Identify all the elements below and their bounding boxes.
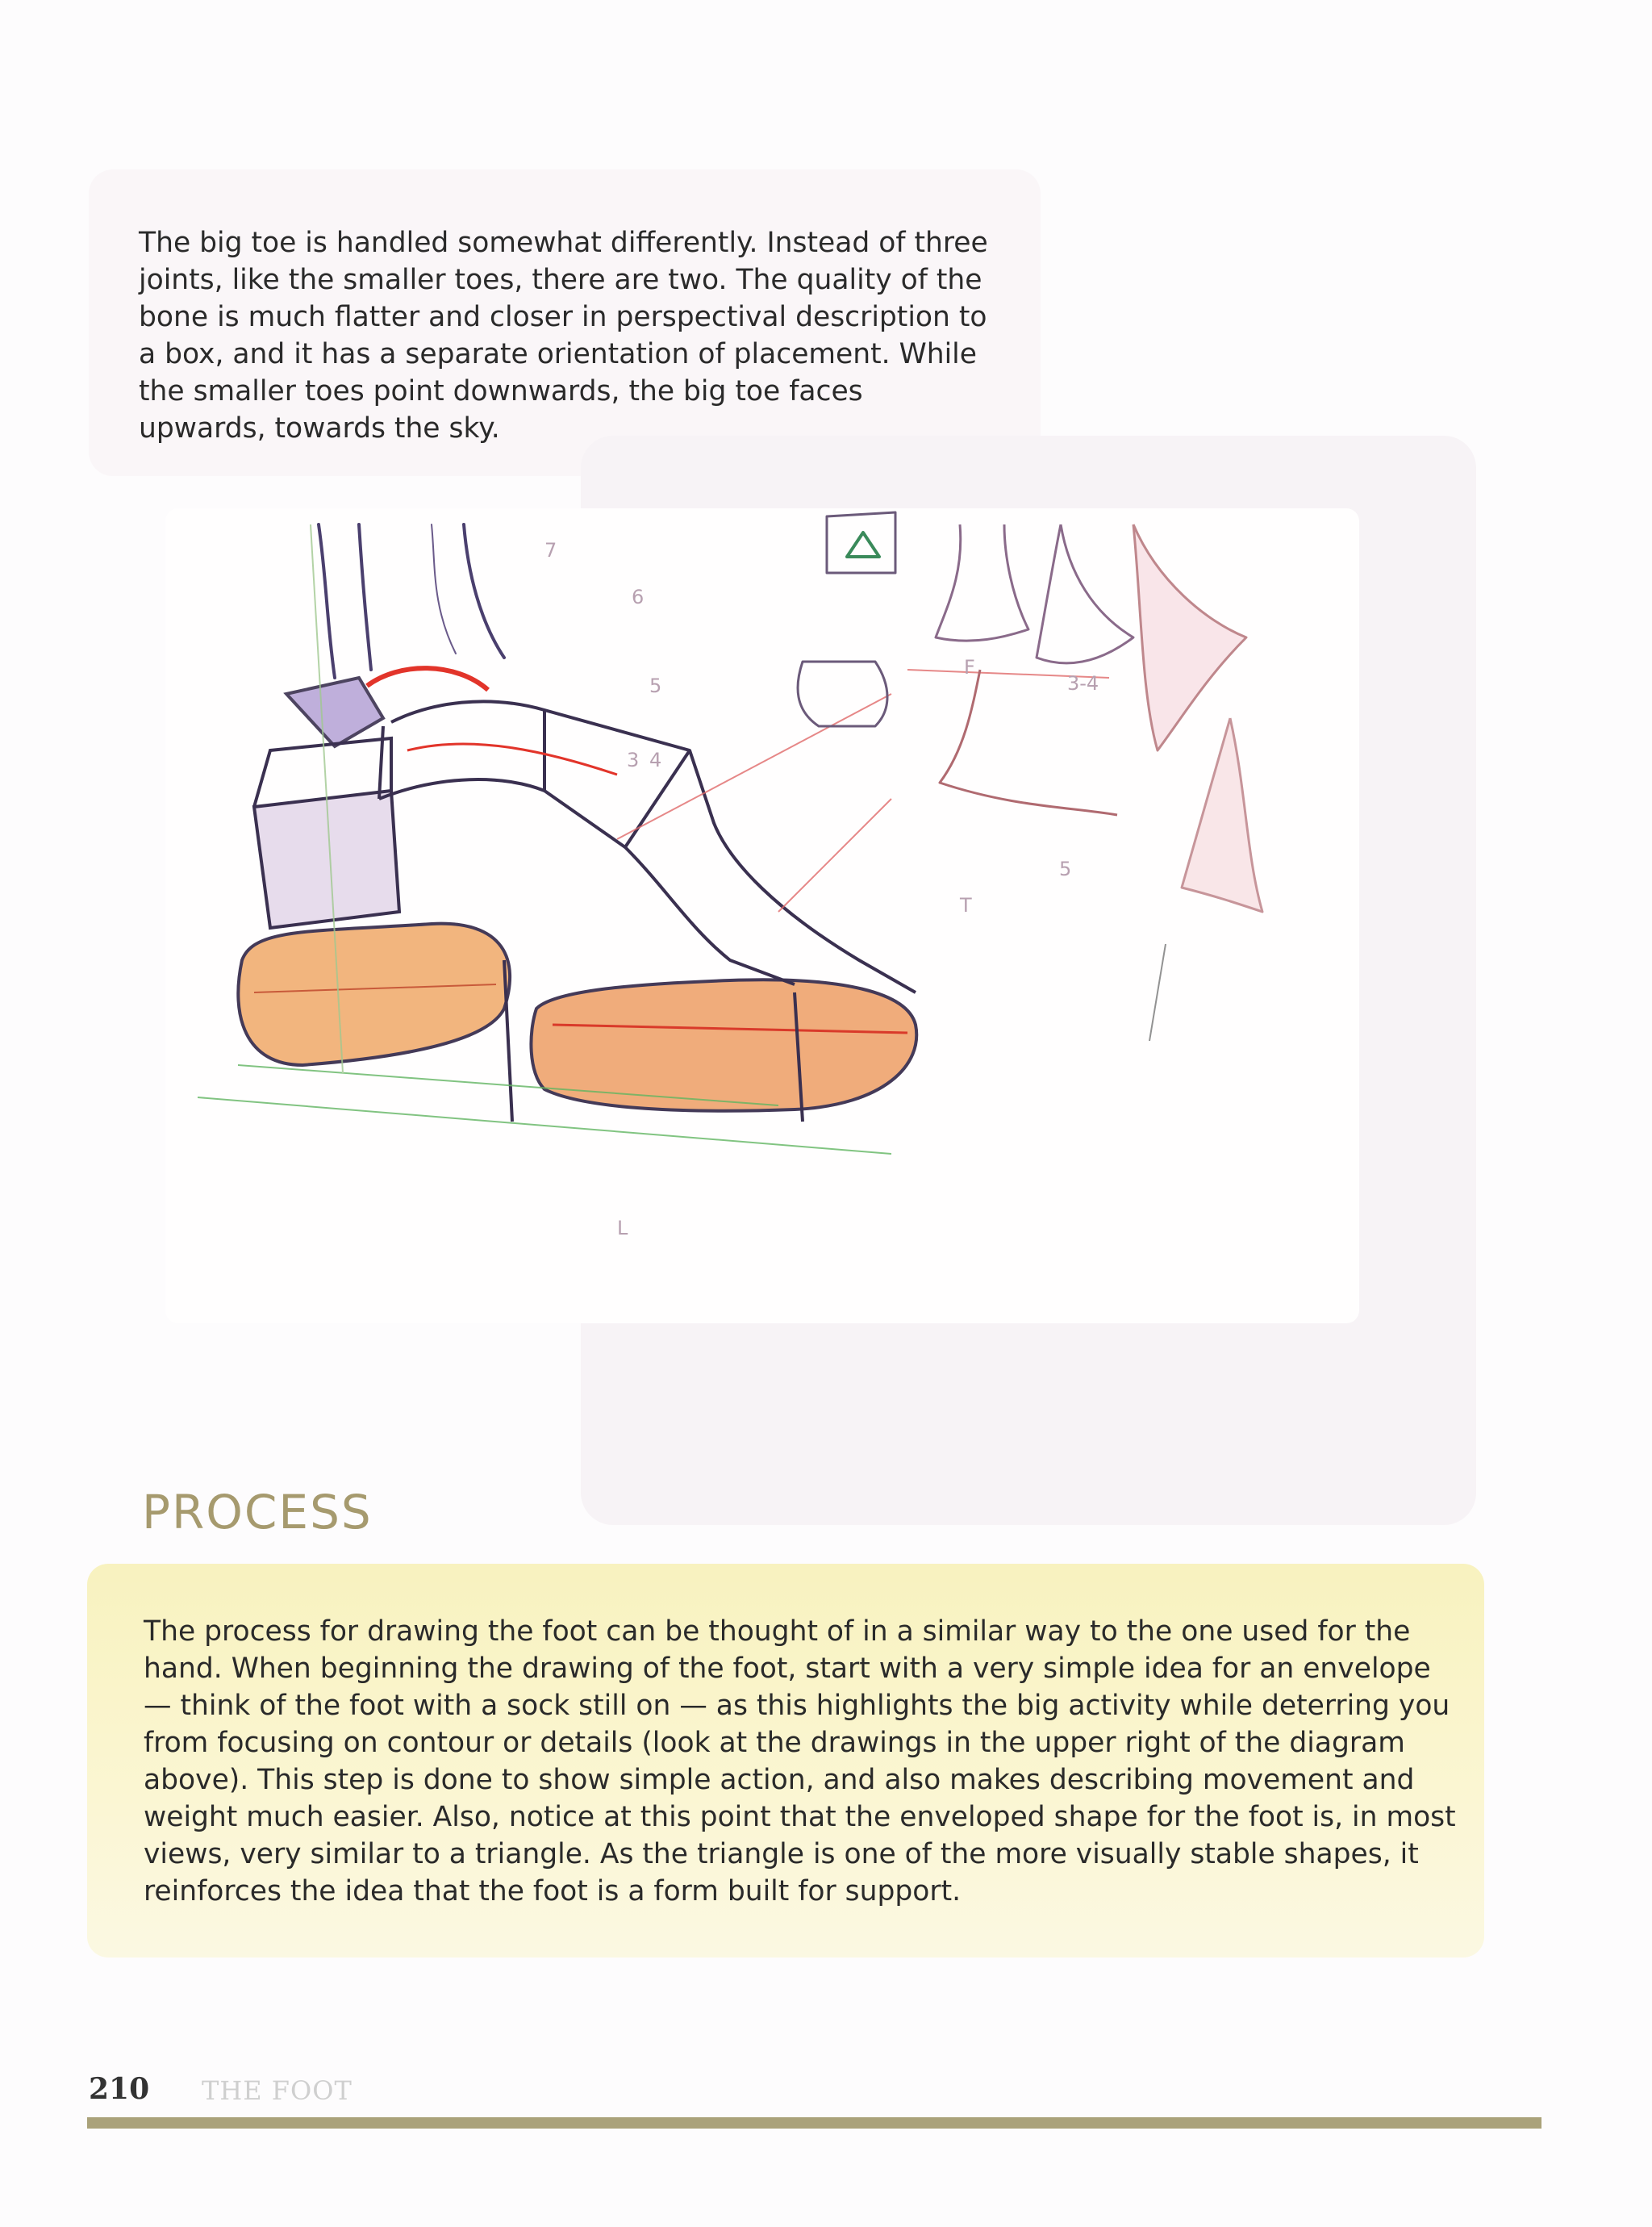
running-head: THE FOOT [202,2075,353,2106]
annotation-label: 5 [1059,858,1072,880]
footer-rule [87,2117,1541,2129]
foot-sketch-figure [165,508,1359,1323]
foot-sketch-drawing [165,508,1359,1323]
section-heading: PROCESS [142,1485,373,1540]
annotation-label: 7 [544,539,557,562]
annotation-label: 6 [632,586,645,608]
intro-paragraph: The big toe is handled somewhat differently. Instead of three joints, like the smaller toes, there are two. The quality of the bone is much flatter and closer in perspectival description to a box, and it has a separate orientation of placement. While the smaller toes point downwards, the big toe faces upwards, towards the sky. [139,227,988,445]
leg-sketch [319,524,504,678]
process-callout [87,1564,1484,1958]
annotation-label: 3 [627,749,640,771]
annotation-label: 5 [649,675,662,697]
annotation-label: F [964,656,975,679]
page-number: 210 [89,2072,150,2106]
annotation-label: 4 [649,749,662,771]
process-paragraph: The process for drawing the foot can be thought of in a similar way to the one used for the hand. When beginning the drawing of the foot, start with a very simple idea for an envelope — think of the foot with a sock still on — as this highlights the big activity while deterring you from focusing on contour or details (look at the drawings in the upper right of the diagram above). This step is done to show simple action, and also makes describing movement and weight much easier. Also, notice at this point that the enveloped shape for the foot is, in most views, very similar to a triangle. As the triangle is one of the more visually stable shapes, it reinforces the idea that the foot is a form built for support. [144,1615,1456,1907]
annotation-label: 3-4 [1067,672,1099,695]
annotation-label: L [617,1217,628,1239]
toe-envelope-sketches [798,512,1262,912]
annotation-label: T [960,894,972,917]
